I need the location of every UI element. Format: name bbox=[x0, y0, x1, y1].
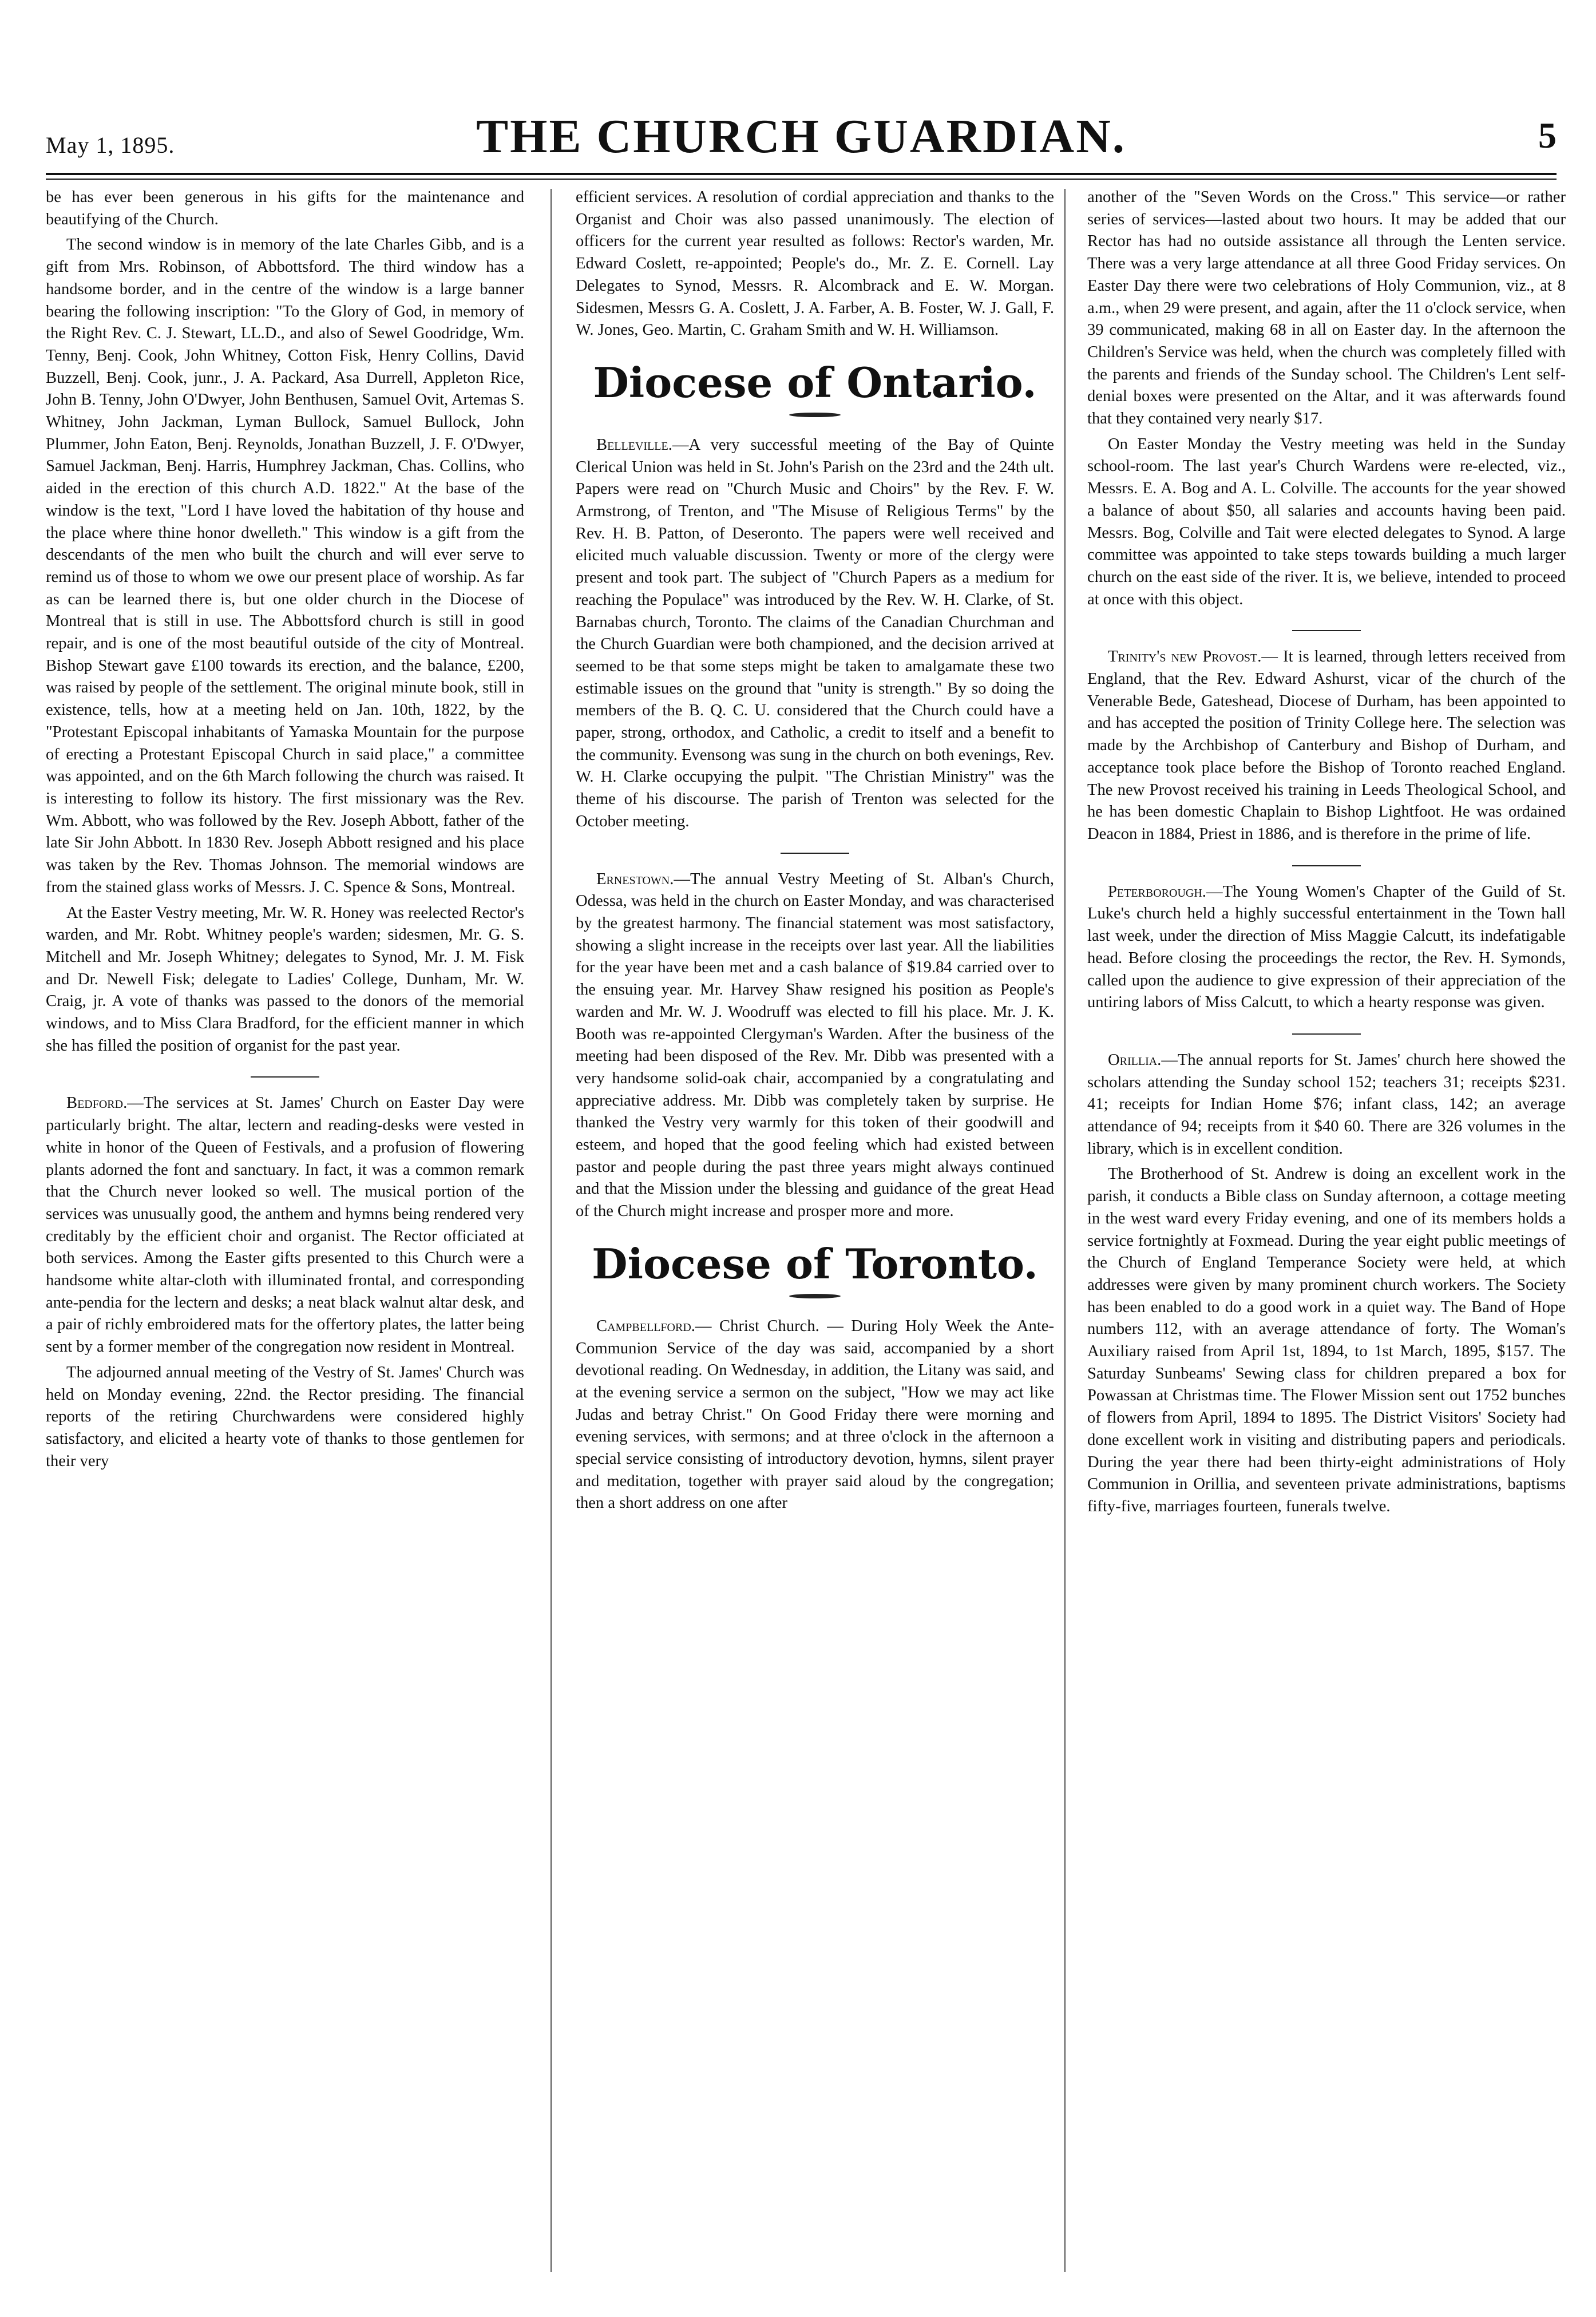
section-separator bbox=[1292, 630, 1361, 631]
item-text: —The services at St. James' Church on Easter Day were particularly bright. The altar, lectern and reading-desks were vested in white in honor of the Queen of Festivals, and a profusion of flowering plants adorned the font and sanctuary. In fact, it was a common remark that the Church never looked so well. The musical portion of the services was unusually good, the anthem and hymns being rendered very creditably by the efficient choir and organist. The Rector officiated at both services. Among the Easter gifts presented to this Church were a handsome white altar-cloth with illuminated frontal, and corresponding ante-pendia for the lectern and desks; a neat black walnut altar desk, and a pair of richly embroidered mats for the offertory plates, the latter being sent by a former member of the congregation now resident in Montreal. bbox=[46, 1094, 524, 1356]
item-heading: Belleville. bbox=[596, 435, 672, 454]
section-separator bbox=[781, 853, 849, 854]
article-paragraph: be has ever been generous in his gifts for the maintenance and beautifying of the Church. bbox=[46, 188, 524, 228]
news-item-campbellford bbox=[576, 1316, 1054, 1515]
item-text: — Christ Church. — During Holy Week the Ante-Communion Service of the day was said, accompanied by a short devotional reading. On Wednesday, in addition, the Litany was said, and at the evening service a sermon on the subject, "How we may act like Judas and betray Christ." On Good Friday there were morning and evening services, with sermons; and at three o'clock in the afternoon a special service consisting of introductory devotion, hymns, silent prayer and meditation, together with prayer said aloud by the congregation; then a short address on one after bbox=[576, 1317, 1054, 1512]
news-item-peterborough bbox=[1087, 881, 1566, 1014]
column-3 bbox=[1087, 187, 1566, 2298]
news-item-ernestown bbox=[576, 869, 1054, 1223]
header-rule-thin bbox=[46, 179, 1557, 180]
section-separator bbox=[251, 1076, 319, 1078]
news-item-belleville bbox=[576, 434, 1054, 833]
column-divider bbox=[551, 189, 552, 2272]
item-heading: Ernestown. bbox=[596, 870, 674, 888]
item-heading: Bedford. bbox=[66, 1094, 128, 1112]
diocese-heading-ontario: Diocese of Ontario. bbox=[593, 358, 1037, 407]
diocese-heading-toronto: Diocese of Toronto. bbox=[592, 1239, 1038, 1288]
column-2 bbox=[576, 187, 1054, 2298]
header-rule-thick bbox=[46, 173, 1557, 175]
heading-ornament bbox=[789, 413, 841, 417]
item-text: —A very successful meeting of the Bay of Quinte Clerical Union was held in St. John's Parish on the 23rd and the 24th ult. Papers were read on "Church Music and Choirs" by the Rev. F. W. Armstrong, of Trenton, and "The Misuse of Religious Terms" by the Rev. H. B. Patton, of Deseronto. The papers were well received and elicited much valuable discussion. Twenty or more of the clergy were present and took part. The subject of "Church Papers as a medium for reaching the Populace" was introduced by the Rev. W. H. Clarke, of St. Barnabas church, Toronto. The claims of the Canadian Churchman and the Church Guardian were both championed, and the decision arrived at seemed to be that some steps might be taken to amalgamate these two estimable issues on the ground that "unity is strength." By so doing the members of the B. Q. C. U. considered that the Church could have a paper, strong, orthodox, and Catholic, a credit to itself and a benefit to the community. Evensong was sung in the church on both evenings, Rev. W. H. Clarke occupying the pulpit. "The Christian Ministry" was the theme of his discourse. The parish of Trenton was selected for the October meeting. bbox=[576, 435, 1054, 830]
item-text: —The Young Women's Chapter of the Guild of St. Luke's church held a highly successful entertainment in the Town hall last week, under the direction of Miss Maggie Calcutt, its indefatigable head. Before closing the proceedings the rector, the Rev. H. Symonds, called upon the audience to give expression of their appreciation of the untiring labors of Miss Calcutt, to which a hearty response was given. bbox=[1087, 882, 1566, 1012]
item-heading: Orillia. bbox=[1108, 1051, 1162, 1069]
section-separator bbox=[1292, 865, 1361, 866]
item-heading: Peterborough. bbox=[1108, 882, 1206, 901]
article-paragraph: efficient services. A resolution of cordial appreciation and thanks to the Organist and Choir was also passed unanimously. The election of officers for the current year resulted as follows: Rector's warden, Mr. Edward Coslett, re-appointed; People's do., Mr. Z. E. Cornell. Lay Delegates to Synod, Messrs. R. Alcombrack and E. W. Morgan. Sidesmen, Messrs G. A. Coslett, J. A. Farber, A. B. Foster, W. J. Gall, F. W. Jones, Geo. Martin, C. Graham Smith and W. H. Williamson. bbox=[576, 188, 1054, 339]
newspaper-title: THE CHURCH GUARDIAN. bbox=[476, 110, 1126, 163]
article-paragraph: The Brotherhood of St. Andrew is doing an excellent work in the parish, it conducts a Bible class on Sunday afternoon, a cottage meeting in the west ward every Friday evening, and one of its members holds a service fortnightly at Foxmead. During the year eight public meetings of the Church of England Temperance Society were held, at which addresses were given by many prominent church workers. The Society has been enabled to do a good work in a quiet way. The Band of Hope numbers 112, with an average attendance of forty. The Woman's Auxiliary raised from April 1st, 1894, to 1st March, 1895, $157. The Saturday Sunbeams' Sewing class for children prepared a box for Powassan at Christmas time. The Flower Mission sent out 1752 bunches of flowers from April, 1894 to 1895. The District Visitors' Society had done excellent work in visiting and distributing papers and periodicals. During the year there had been thirty-eight administrations of Holy Communion in Orillia, and seventeen private administrations, baptisms fifty-five, marriages fourteen, funerals twelve. bbox=[1087, 1165, 1566, 1515]
column-divider bbox=[1064, 189, 1066, 2272]
page-header bbox=[46, 109, 1557, 172]
section-separator bbox=[1292, 1033, 1361, 1035]
column-1 bbox=[46, 187, 524, 2298]
article-paragraph: another of the "Seven Words on the Cross." This service—or rather series of services—lasted about two hours. It may be added that our Rector has had no outside assistance all through the Lenten service. There was a very large attendance at all three Good Friday services. On Easter Day there were two celebrations of Holy Communion, viz., at 8 a.m., when 29 were present, and again, after the 11 o'clock service, when 39 communicated, making 68 in all on Easter day. In the afternoon the Children's Service was held, when the church was completely filled with the parents and friends of the Sunday school. The Children's Lent self-denial boxes were presented on the Altar, and it was afterwards found that they contained very nearly $17. bbox=[1087, 188, 1566, 428]
article-paragraph: The second window is in memory of the late Charles Gibb, and is a gift from Mrs. Robinson, of Abbottsford. The third window has a handsome border, and in the centre of the window is a large banner bearing the following inscription: "To the Glory of God, in memory of the Right Rev. C. J. Stewart, LL.D., and also of Sewel Goodridge, Wm. Tenny, Benj. Cook, John Whitney, Cotton Fisk, Henry Collins, David Buzzell, Benj. Cook, junr., J. A. Packard, Asa Durrell, Appleton Rice, John B. Tenny, John O'Dwyer, John Benthusen, Samuel Ovit, Artemas S. Whitney, John Jackman, Lyman Bullock, Samuel Bullock, John Plummer, John Eaton, Benj. Reynolds, Jonathan Buzzell, J. F. O'Dwyer, Samuel Jackman, Benj. Harris, Humphrey Jackman, Chas. Collins, who aided in the erection of this church A.D. 1822." At the base of the window is the text, "Lord I have loved the habitation of thy house and the place where thine honor dwelleth." This window is a gift from the descendants of the men who built the church and will ever serve to remind us of those to whom we owe our present place of worship. As far as can be learned there is, but one older church in the Diocese of Montreal that is still in use. The Abbottsford church is still in good repair, and is one of the most beautiful outside of the city of Montreal. Bishop Stewart gave £100 towards its erection, and the balance, £200, was raised by people of the settlement. The original minute book, still in existence, tells, how at a meeting held on Jan. 10th, 1822, by the "Protestant Episcopal inhabitants of Yamaska Mountain for the purpose of erecting a Protestant Episcopal Church in said place," a committee was appointed, and on the 6th March following the church was raised. It is interesting to follow its history. The first missionary was the Rev. Wm. Abbott, who was followed by the Rev. Joseph Abbott, father of the late Sir John Abbott. In 1830 Rev. Joseph Abbott resigned and his place was taken by the Rev. Thomas Johnson. The memorial windows are from the stained glass works of Messrs. J. C. Spence & Sons, Montreal. bbox=[46, 236, 524, 896]
item-text: —The annual reports for St. James' church here showed the scholars attending the Sunday school 152; teachers 31; receipts $231. 41; receipts for Indian Home $76; infant class, 142; an average attendance of 94; receipts from it $40 60. There are 326 volumes in the library, which is in excellent condition. bbox=[1087, 1051, 1566, 1158]
item-text: —The annual Vestry Meeting of St. Alban's Church, Odessa, was held in the church on Easter Monday, and was characterised by the greatest harmony. The financial statement was most satisfactory, showing a slight increase in the receipts over last year. All the liabilities for the year have been met and a cash balance of $19.84 carried over to the ensuing year. Mr. Harvey Shaw resigned his position as People's warden and Mr. W. J. Woodruff was elected to fill his place. Mr. J. K. Booth was re-appointed Clergyman's Warden. After the business of the meeting had been disposed of the Rev. Mr. Dibb was presented with a very handsome solid-oak chair, accompanied by a congratulating and appreciative address. Mr. Dibb was completely taken by surprise. He thanked the Vestry very warmly for this token of their goodwill and esteem, and hoped that the good feeling which had existed between pastor and people during the past three years might always continued and that the Mission under the blessing and guidance of the great Head of the Church might increase and prosper more and more. bbox=[576, 870, 1054, 1221]
news-item-bedford bbox=[46, 1092, 524, 1358]
article-paragraph: At the Easter Vestry meeting, Mr. W. R. Honey was reelected Rector's warden, and Mr. Robt. Whitney people's warden; sidesmen, Mr. G. S. Mitchell and Mr. Joseph Whitney; delegates to Synod, Mr. J. M. Fisk and Dr. Newell Fisk; delegate to Ladies' College, Dunham, Mr. W. Craig, jr. A vote of thanks was passed to the donors of the memorial windows, and to Miss Clara Bradford, for the efficient manner in which she has filled the position of organist for the past year. bbox=[46, 904, 524, 1055]
heading-ornament bbox=[789, 1294, 841, 1298]
news-item-orillia bbox=[1087, 1049, 1566, 1161]
page-number: 5 bbox=[1538, 115, 1557, 156]
news-item-trinity-provost bbox=[1087, 646, 1566, 845]
item-heading: Trinity's new Provost. bbox=[1108, 648, 1262, 666]
article-paragraph: The adjourned annual meeting of the Vestry of St. James' Church was held on Monday evening, 22nd. the Rector presiding. The financial reports of the retiring Churchwardens were considered highly satisfactory, and elicited a hearty vote of thanks to those gentlemen for their very bbox=[46, 1363, 524, 1470]
article-paragraph: On Easter Monday the Vestry meeting was held in the Sunday school-room. The last year's Church Wardens were re-elected, viz., Messrs. E. A. Bog and A. L. Colville. The accounts for the year showed a balance of about $50, all salaries and accounts having been paid. Messrs. Bog, Colville and Tait were elected delegates to Synod. A large committee was appointed to take steps towards building a much larger church on the east side of the river. It is, we believe, intended to proceed at once with this object. bbox=[1087, 435, 1566, 608]
item-text: — It is learned, through letters received from England, that the Rev. Edward Ashurst, vicar of the church of the Venerable Bede, Gateshead, Diocese of Durham, has been appointed to and has accepted the position of Trinity College here. The selection was made by the Archbishop of Canterbury and Bishop of Durham, and acceptance took place before the Bishop of Toronto reached England. The new Provost received his training in Leeds Theological School, and he has been domestic Chaplain to Bishop Lightfoot. He was ordained Deacon in 1884, Priest in 1886, and is therefore in the prime of life. bbox=[1087, 648, 1566, 843]
item-heading: Campbellford. bbox=[596, 1317, 695, 1335]
issue-date: May 1, 1895. bbox=[46, 132, 175, 158]
